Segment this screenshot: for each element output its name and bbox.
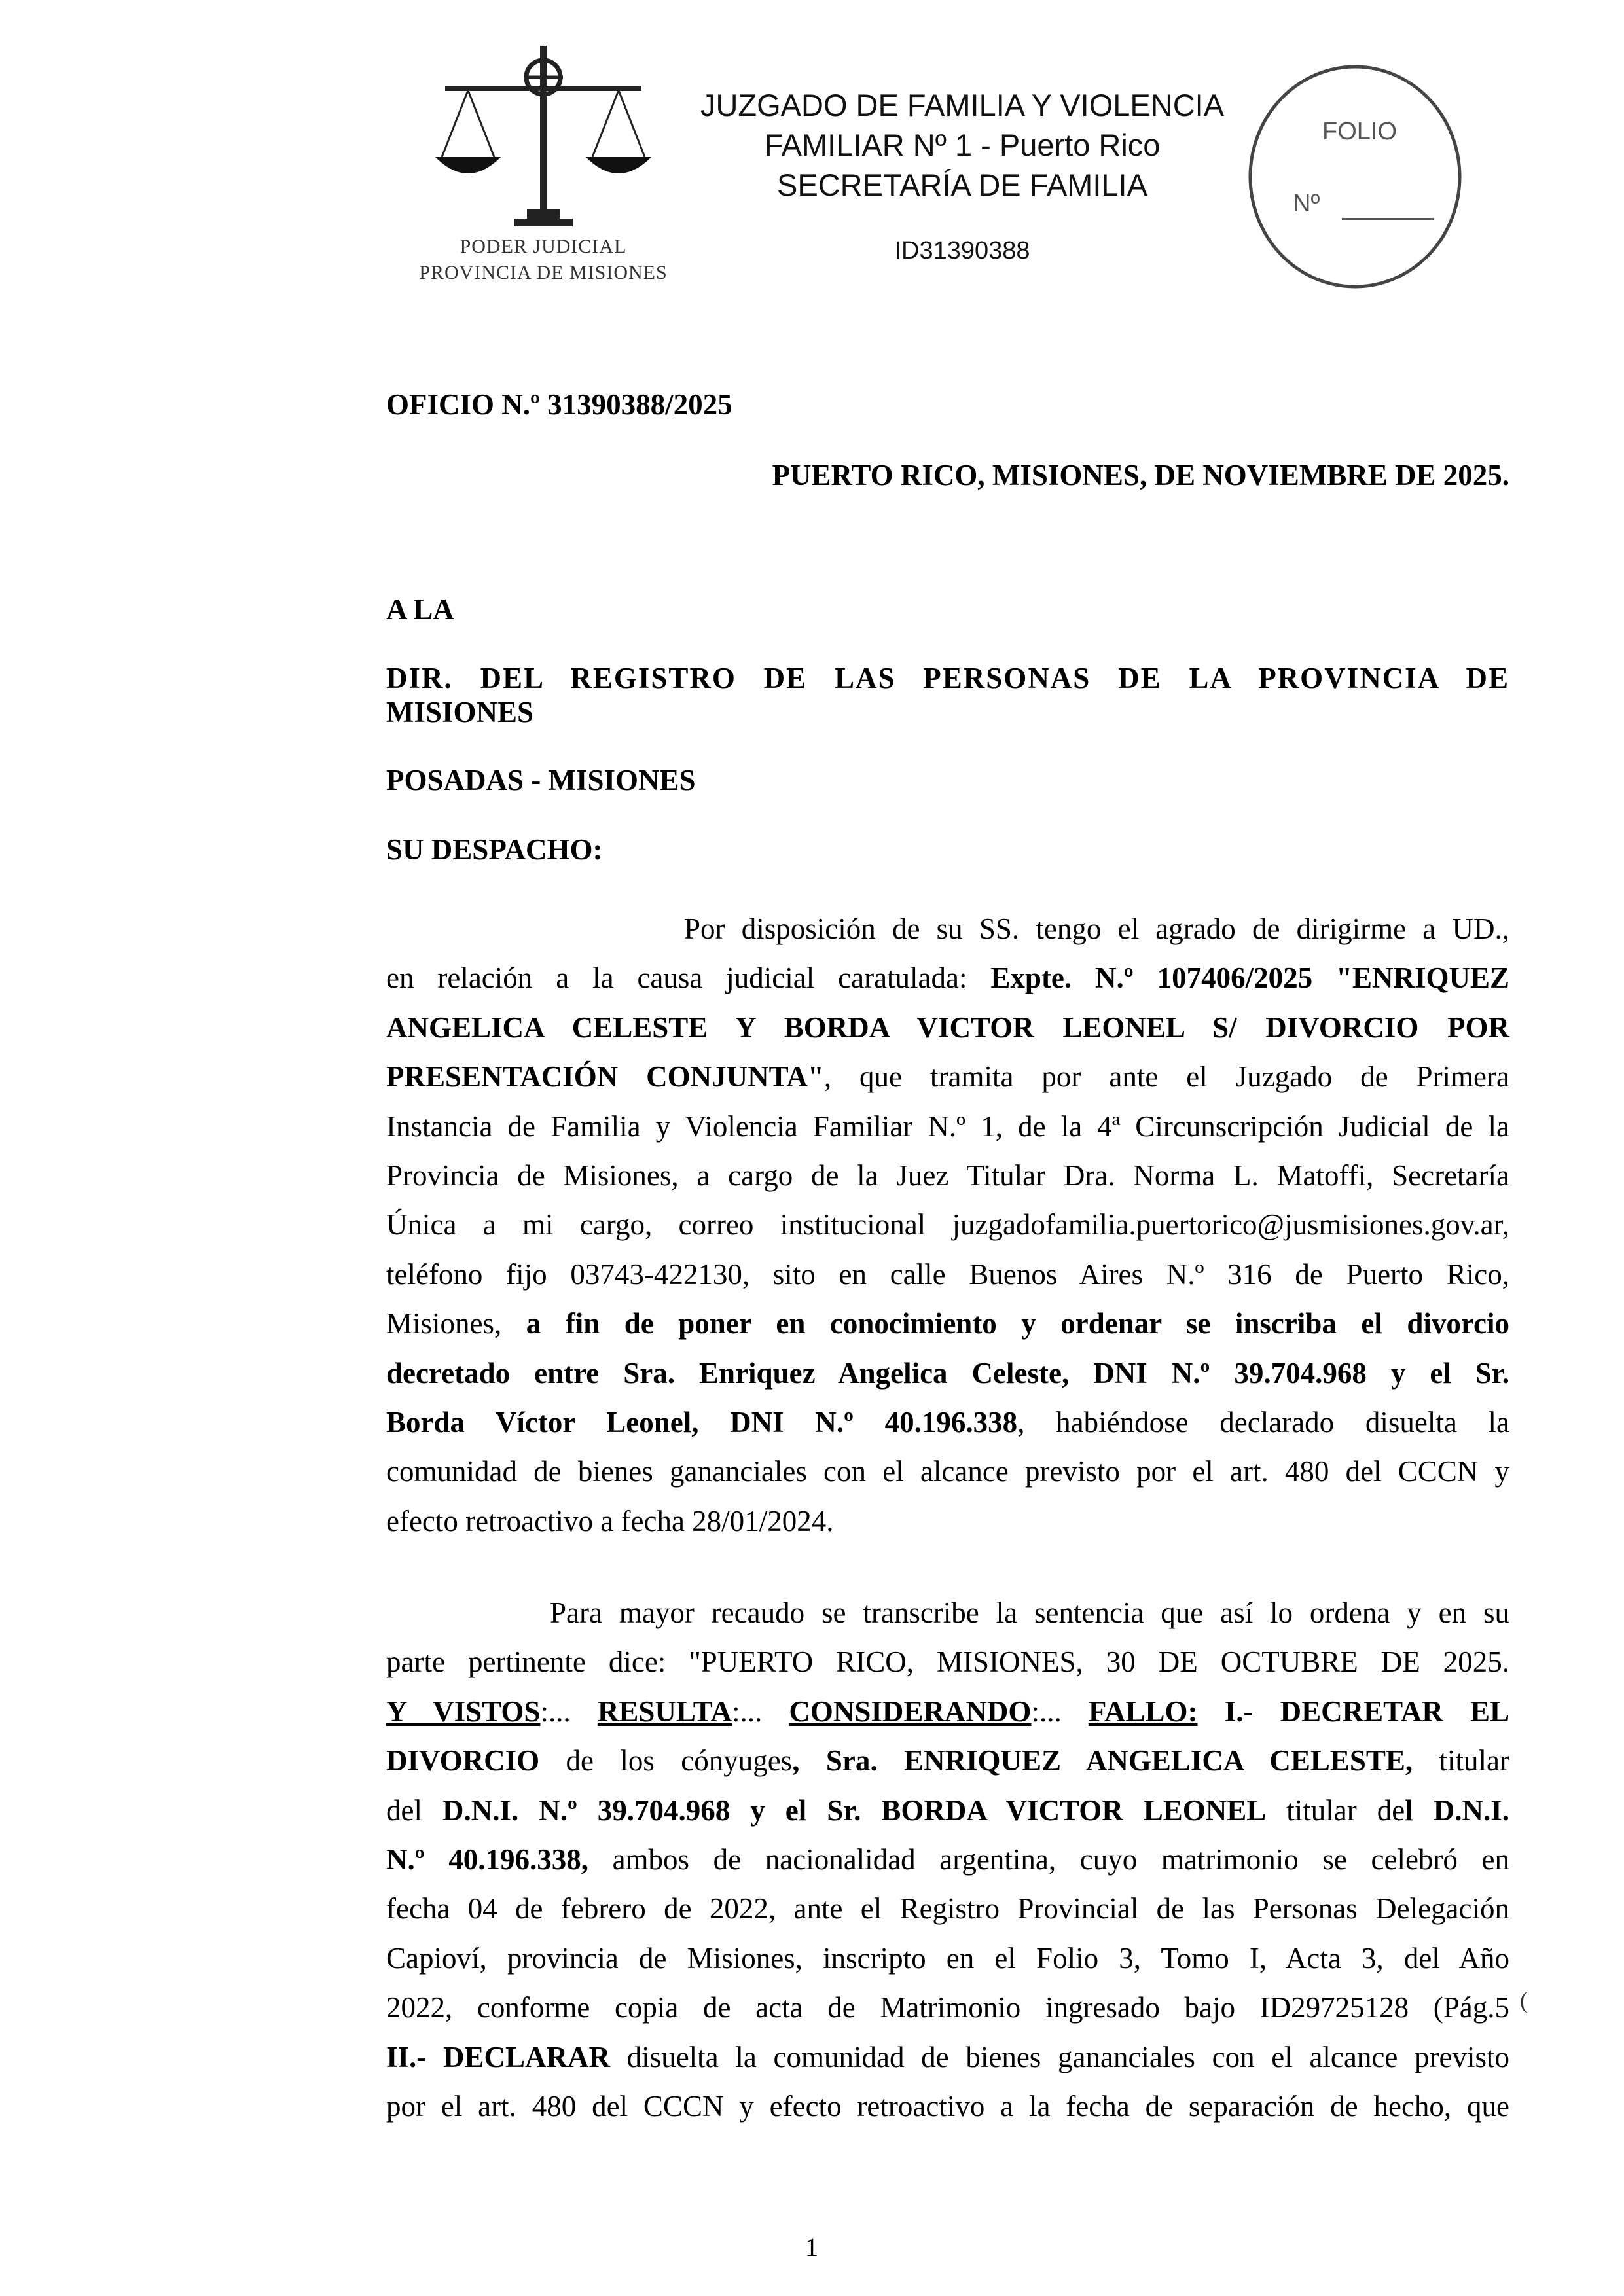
p1-line: Única a mi cargo, correo institucional juzgadofamilia.puertorico@jusmisiones.gov.ar,: [386, 1208, 1509, 1242]
court-line-1: JUZGADO DE FAMILIA Y VIOLENCIA: [700, 88, 1225, 122]
p1-line: Instancia de Familia y Violencia Familiar N.º 1, de la 4ª Circunscripción Judicial de la: [386, 1109, 1509, 1143]
p1-line: en relación a la causa judicial caratulada: Expte. N.º 107406/2025 "ENRIQUEZ: [386, 961, 1510, 995]
paragraph-2: [386, 1588, 1509, 2131]
court-line-2: FAMILIAR Nº 1 - Puerto Rico: [764, 128, 1161, 162]
p2-line: Para mayor recaudo se transcribe la sentencia que así lo ordena y en su: [550, 1596, 1509, 1629]
court-header: [655, 85, 1270, 205]
p2-line: parte pertinente dice: "PUERTO RICO, MISIONES, 30 DE OCTUBRE DE 2025.: [386, 1645, 1509, 1679]
folio-number-label: Nº: [1293, 190, 1320, 217]
place-date: PUERTO RICO, MISIONES, DE NOVIEMBRE DE 2025.: [772, 459, 1509, 492]
recipient-location: POSADAS - MISIONES: [386, 764, 696, 797]
p1-line: Borda Víctor Leonel, DNI N.º 40.196.338, habiéndose declarado disuelta la: [386, 1405, 1509, 1439]
recipient-line-1: DIR. DEL REGISTRO DE LAS PERSONAS DE LA PROVINCIA DE: [386, 662, 1509, 694]
p2-line: por el art. 480 del CCCN y efecto retroactivo a la fecha de separación de hecho, que: [386, 2089, 1509, 2123]
p2-line: II.- DECLARAR disuelta la comunidad de bienes gananciales con el alcance previsto: [386, 2040, 1509, 2073]
page-number: 1: [805, 2233, 818, 2262]
stamp-circle-icon: [1247, 62, 1463, 291]
p1-line: teléfono fijo 03743-422130, sito en calle Buenos Aires N.º 316 de Puerto Rico,: [386, 1257, 1509, 1291]
document-id: ID31390388: [894, 237, 1030, 264]
folio-number-blank: [1342, 218, 1434, 220]
oficio-number: OFICIO N.º 31390388/2025: [386, 388, 732, 421]
p1-line: PRESENTACIÓN CONJUNTA", que tramita por ante el Juzgado de Primera: [386, 1060, 1509, 1094]
p2-line: 2022, conforme copia de acta de Matrimonio ingresado bajo ID29725128 (Pág.5: [386, 1991, 1509, 2024]
p2-line: DIVORCIO de los cónyuges, Sra. ENRIQUEZ ANGELICA CELESTE, titular: [386, 1744, 1510, 1778]
p1-line: comunidad de bienes gananciales con el alcance previsto por el art. 480 del CCCN y: [386, 1455, 1509, 1488]
p1-line: Provincia de Misiones, a cargo de la Juez Titular Dra. Norma L. Matoffi, Secretaría: [386, 1158, 1509, 1192]
logo-line-1: PODER JUDICIAL: [460, 236, 627, 257]
p2-line: N.º 40.196.338, ambos de nacionalidad argentina, cuyo matrimonio se celebró en: [386, 1842, 1509, 1876]
p1-line: Por disposición de su SS. tengo el agrado de dirigirme a UD.,: [684, 912, 1509, 945]
scales-of-justice-icon: [432, 39, 655, 236]
p1-line: decretado entre Sra. Enriquez Angelica Celeste, DNI N.º 39.704.968 y el Sr.: [386, 1356, 1509, 1390]
court-line-3: SECRETARÍA DE FAMILIA: [777, 168, 1147, 202]
p1-line: Misiones, a fin de poner en conocimiento y ordenar se inscriba el divorcio: [386, 1307, 1509, 1340]
folio-label: FOLIO: [1322, 118, 1398, 145]
folio-stamp: [1247, 62, 1463, 291]
paragraph-1: [386, 905, 1509, 1546]
p2-line: Capioví, provincia de Misiones, inscripto en el Folio 3, Tomo I, Acta 3, del Año: [386, 1941, 1509, 1975]
p2-line: Y VISTOS:... RESULTA:... CONSIDERANDO:... FALLO: I.- DECRETAR EL: [386, 1695, 1509, 1728]
p1-line: efecto retroactivo a fecha 28/01/2024.: [386, 1504, 834, 1537]
edge-mark: (: [1520, 1987, 1528, 2013]
judicial-logo: [393, 39, 694, 295]
logo-line-2: PROVINCIA DE MISIONES: [419, 262, 668, 283]
su-despacho: SU DESPACHO:: [386, 833, 603, 866]
recipient-a-la: A LA: [386, 593, 454, 626]
p2-line: fecha 04 de febrero de 2022, ante el Registro Provincial de las Personas Delegación: [386, 1892, 1509, 1926]
p1-line: ANGELICA CELESTE Y BORDA VICTOR LEONEL S/ DIVORCIO POR: [386, 1011, 1509, 1044]
recipient-line-2: MISIONES: [386, 696, 534, 728]
p2-line: del D.N.I. N.º 39.704.968 y el Sr. BORDA VICTOR LEONEL titular del D.N.I.: [386, 1793, 1509, 1827]
